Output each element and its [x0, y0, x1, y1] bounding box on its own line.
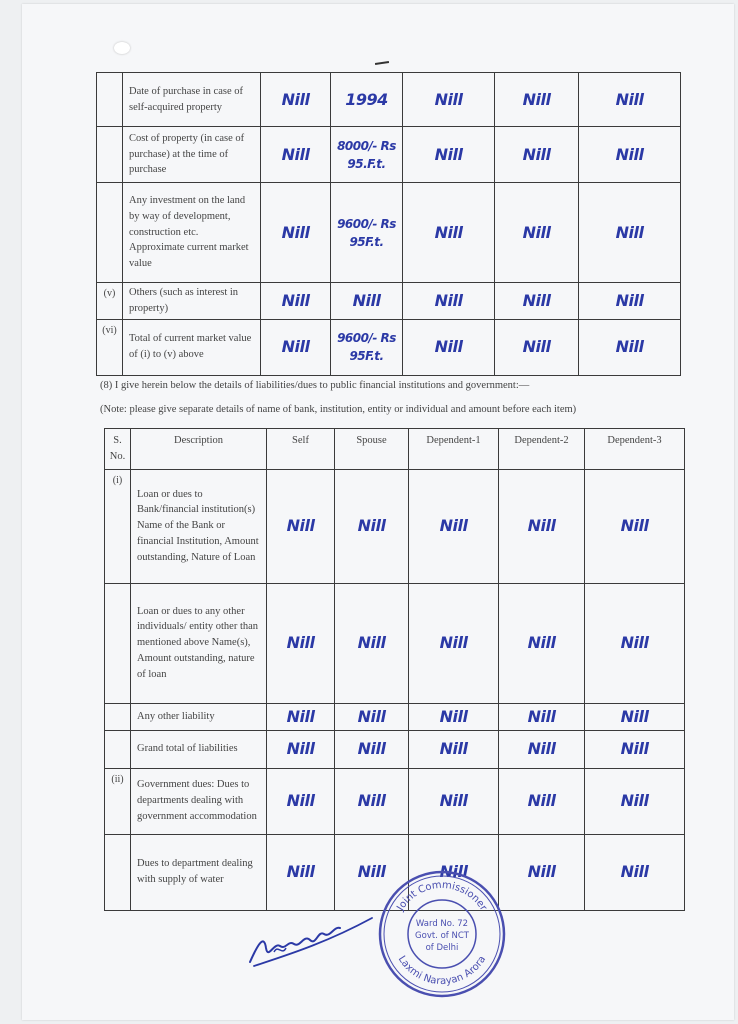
table-row [97, 127, 681, 183]
dependent-3-value: Nill [585, 834, 685, 910]
dependent-1-value: Nill [409, 703, 499, 730]
dependent-1-value: Nill [409, 469, 499, 583]
self-value: Nill [267, 703, 335, 730]
seal-center-line-2: Govt. of NCT [415, 931, 469, 941]
self-value: Nill [267, 730, 335, 768]
row-description: Loan or dues to any other individuals/ entity other than mentioned above Name(s), Amount outstanding, nature of loan [131, 583, 267, 703]
dependent-3-value: Nill [579, 73, 681, 127]
row-description: Government dues: Dues to departments dealing with government accommodation [131, 768, 267, 834]
dependent-3-value: Nill [579, 283, 681, 320]
spouse-value: Nill [335, 583, 409, 703]
dependent-2-value: Nill [495, 183, 579, 283]
dependent-3-value: Nill [585, 469, 685, 583]
self-value: Nill [267, 834, 335, 910]
seal-top-text: Joint Commissioner [395, 879, 489, 913]
row-description: Grand total of liabilities [131, 730, 267, 768]
row-number [97, 183, 123, 283]
row-number [105, 583, 131, 703]
table-row [105, 469, 685, 583]
dependent-1-value: Nill [403, 183, 495, 283]
signature-image [244, 904, 384, 974]
self-value: Nill [261, 319, 331, 375]
dependent-3-value: Nill [579, 127, 681, 183]
liabilities-table [104, 428, 685, 911]
dependent-2-value: Nill [499, 703, 585, 730]
seal-center-line-3: of Delhi [425, 943, 459, 953]
spouse-value: 1994 [331, 73, 403, 127]
punch-hole [114, 42, 130, 54]
row-number: (i) [105, 469, 131, 583]
row-number [97, 73, 123, 127]
row-description: Others (such as interest in property) [123, 283, 261, 320]
col-header-dependent-1: Dependent-1 [409, 429, 499, 470]
self-value: Nill [261, 127, 331, 183]
dependent-1-value: Nill [409, 834, 499, 910]
spouse-value: 8000/- Rs 95.F.t. [331, 127, 403, 183]
dependent-2-value: Nill [499, 768, 585, 834]
seal-bottom-text: Laxmi Narayan Arora [395, 954, 489, 988]
section-8-heading: (8) I give herein below the details of liabilities/dues to public financial institutions and government:— [100, 380, 530, 391]
self-value: Nill [261, 283, 331, 320]
dependent-1-value: Nill [403, 283, 495, 320]
col-header-dependent-3: Dependent-3 [585, 429, 685, 470]
self-value: Nill [261, 183, 331, 283]
dependent-1-value: Nill [403, 73, 495, 127]
spouse-value: Nill [335, 469, 409, 583]
dependent-3-value: Nill [585, 583, 685, 703]
col-header-dependent-2: Dependent-2 [499, 429, 585, 470]
table-row [97, 73, 681, 127]
dependent-3-value: Nill [585, 768, 685, 834]
spouse-value: Nill [335, 703, 409, 730]
col-header-description: Description [131, 429, 267, 470]
dependent-1-value: Nill [409, 583, 499, 703]
seal-center-line-1: Ward No. 72 [415, 919, 469, 929]
dependent-3-value: Nill [579, 319, 681, 375]
dependent-2-value: Nill [495, 73, 579, 127]
dependent-2-value: Nill [499, 834, 585, 910]
row-description: Date of purchase in case of self-acquired property [123, 73, 261, 127]
property-table [96, 72, 681, 376]
dependent-3-value: Nill [579, 183, 681, 283]
row-number: (vi) [97, 319, 123, 375]
self-value: Nill [261, 73, 331, 127]
dependent-2-value: Nill [495, 127, 579, 183]
dependent-3-value: Nill [585, 703, 685, 730]
dependent-1-value: Nill [409, 730, 499, 768]
dependent-1-value: Nill [409, 768, 499, 834]
header-row [105, 429, 685, 470]
table-row [105, 583, 685, 703]
row-number [105, 703, 131, 730]
table-row [105, 768, 685, 834]
col-header-spouse: Spouse [335, 429, 409, 470]
dependent-1-value: Nill [403, 319, 495, 375]
row-description: Cost of property (in case of purchase) at the time of purchase [123, 127, 261, 183]
dependent-1-value: Nill [403, 127, 495, 183]
row-description: Any investment on the land by way of development, construction etc. Approximate current market value [123, 183, 261, 283]
table-row [105, 730, 685, 768]
spouse-value: Nill [335, 730, 409, 768]
row-number: (v) [97, 283, 123, 320]
self-value: Nill [267, 469, 335, 583]
pen-mark [375, 61, 389, 65]
row-number [97, 127, 123, 183]
table-row [97, 283, 681, 320]
table-row [97, 183, 681, 283]
official-seal [376, 868, 508, 1000]
spouse-value: 9600/- Rs 95F.t. [331, 319, 403, 375]
row-description: Any other liability [131, 703, 267, 730]
col-header-sno: S. No. [105, 429, 131, 470]
dependent-2-value: Nill [495, 319, 579, 375]
dependent-2-value: Nill [499, 583, 585, 703]
spouse-value: 9600/- Rs 95F.t. [331, 183, 403, 283]
dependent-2-value: Nill [499, 730, 585, 768]
table-row [97, 319, 681, 375]
spouse-value: Nill [335, 768, 409, 834]
row-description: Dues to department dealing with supply of water [131, 834, 267, 910]
spouse-value: Nill [335, 834, 409, 910]
row-description: Total of current market value of (i) to (v) above [123, 319, 261, 375]
self-value: Nill [267, 768, 335, 834]
section-note: (Note: please give separate details of name of bank, institution, entity or individual and amount before each item) [100, 404, 577, 415]
row-description: Loan or dues to Bank/financial institution(s) Name of the Bank or financial Institution, Amount outstanding, Nature of Loan [131, 469, 267, 583]
dependent-2-value: Nill [499, 469, 585, 583]
dependent-2-value: Nill [495, 283, 579, 320]
self-value: Nill [267, 583, 335, 703]
spouse-value: Nill [331, 283, 403, 320]
col-header-self: Self [267, 429, 335, 470]
row-number: (ii) [105, 768, 131, 834]
table-row [105, 703, 685, 730]
row-number [105, 834, 131, 910]
row-number [105, 730, 131, 768]
dependent-3-value: Nill [585, 730, 685, 768]
